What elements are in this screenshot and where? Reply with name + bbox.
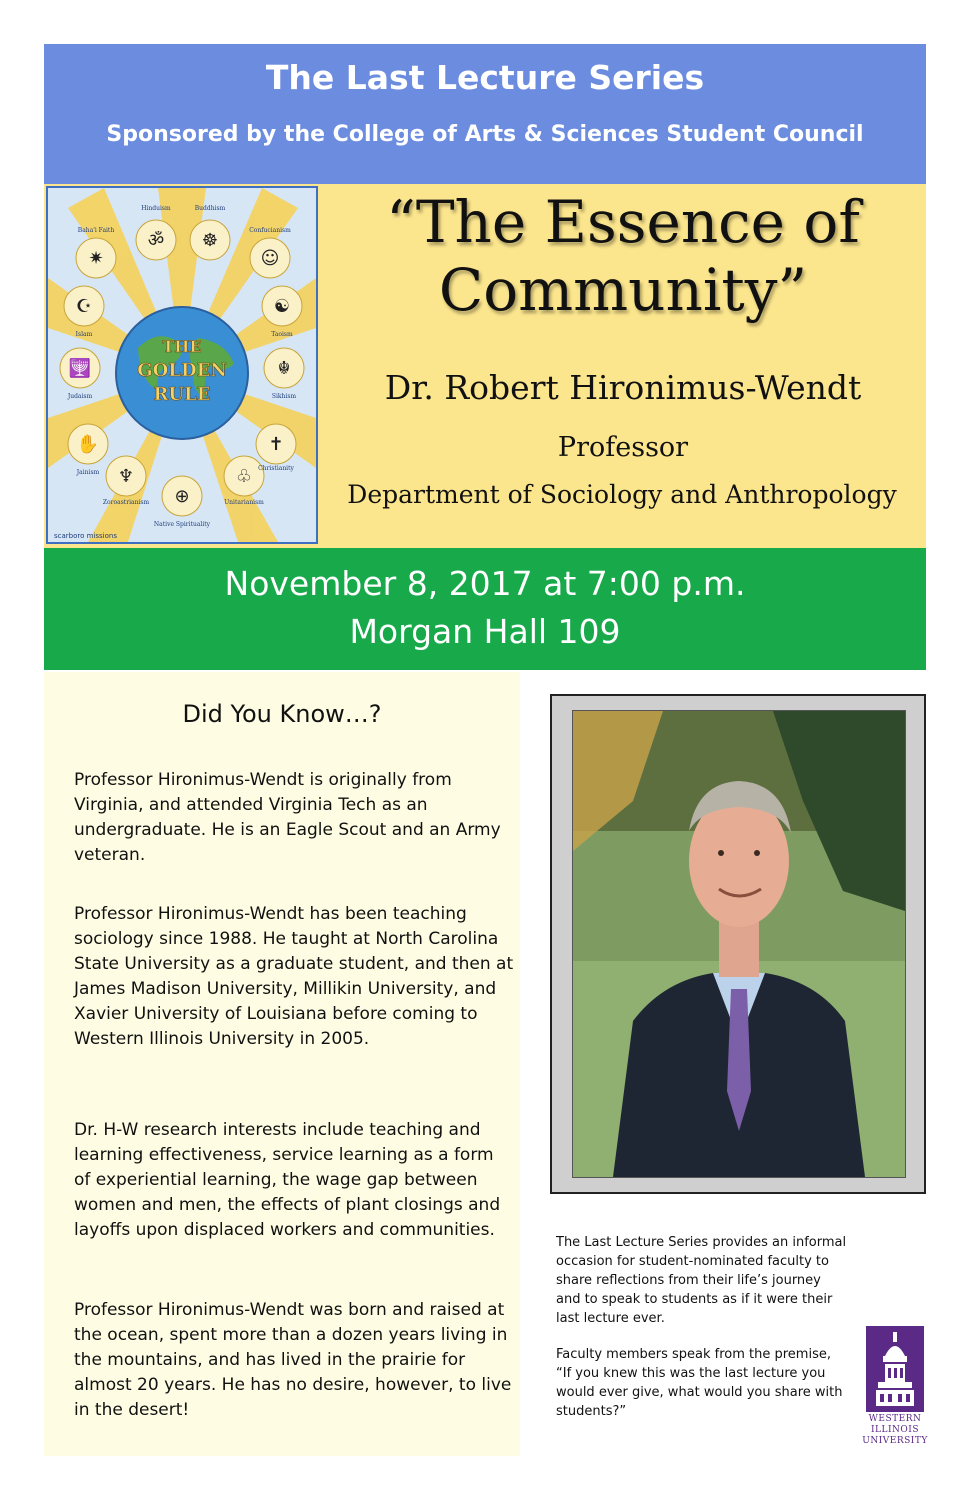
- golden-rule-poster: [46, 186, 318, 544]
- golden-rule-illustration: [48, 188, 316, 542]
- religion-label: Jainism: [76, 469, 100, 476]
- bio-paragraph: Professor Hironimus-Wendt is originally from Virginia, and attended Virginia Tech as an undergraduate. He is an Eagle Scout and an Army veteran.: [74, 770, 501, 865]
- event-datetime: November 8, 2017 at 7:00 p.m.: [224, 564, 746, 603]
- svg-text:⊕: ⊕: [174, 486, 190, 507]
- wiu-line1: WESTERN: [868, 1414, 922, 1424]
- religion-label: Hinduism: [141, 205, 171, 212]
- religion-label: Judaism: [67, 393, 93, 400]
- bio-paragraph: Professor Hironimus-Wendt was born and raised at the ocean, spent more than a dozen years living in the mountains, and has lived in the prairie for almost 20 years. He has no desire, however, to live in the desert!: [74, 1300, 512, 1420]
- speaker-photo-frame: [550, 694, 926, 1194]
- series-premise: Faculty members speak from the premise, “If you knew this was the last lecture you would ever give, what would you share with students?”: [556, 1347, 843, 1419]
- wiu-tower-icon: [866, 1326, 924, 1412]
- svg-text:♆: ♆: [117, 466, 135, 487]
- bio-paragraph: Dr. H-W research interests include teaching and learning effectiveness, service learning as a form of experiential learning, the wage gap between women and men, the effects of plant closings and layoffs upon displaced workers and communities.: [74, 1120, 501, 1240]
- speaker-department: Department of Sociology and Anthropology: [347, 480, 897, 509]
- title-banner: [44, 184, 926, 548]
- religion-label: Sikhism: [271, 393, 297, 400]
- wiu-logo: [854, 1326, 936, 1450]
- svg-text:☪: ☪: [75, 296, 93, 317]
- svg-text:ॐ: ॐ: [147, 230, 165, 251]
- religion-label: Taoism: [271, 331, 293, 338]
- event-venue: Morgan Hall 109: [349, 612, 621, 651]
- lecture-title-line2: Community”: [438, 256, 808, 324]
- poster-center-line3: RULE: [153, 384, 211, 405]
- svg-text:☸: ☸: [201, 230, 219, 251]
- speaker-role: Professor: [557, 432, 689, 463]
- speaker-portrait-illustration: [573, 711, 905, 1177]
- religion-label: Baha'i Faith: [77, 227, 115, 234]
- svg-text:☯: ☯: [273, 296, 291, 317]
- wiu-line3: UNIVERSITY: [862, 1436, 928, 1446]
- svg-text:♧: ♧: [235, 466, 253, 487]
- religion-label: Native Spirituality: [153, 521, 211, 528]
- svg-text:✷: ✷: [88, 248, 104, 269]
- lecture-title: [334, 188, 912, 324]
- wiu-line2: ILLINOIS: [870, 1425, 920, 1435]
- bio-paragraph: Professor Hironimus-Wendt has been teaching sociology since 1988. He taught at North Carolina State University as a graduate student, and then at James Madison University, Millikin University, and Xavier University of Louisiana before coming to Western Illinois University in 2005.: [74, 904, 514, 1049]
- svg-text:☺: ☺: [260, 248, 280, 269]
- did-you-know-panel: [44, 672, 520, 1456]
- svg-text:✋: ✋: [76, 434, 100, 455]
- svg-text:☬: ☬: [277, 358, 291, 379]
- religion-label: Zoroastrianism: [102, 499, 150, 506]
- speaker-photo: [572, 710, 906, 1178]
- svg-text:✝: ✝: [268, 434, 284, 455]
- wiu-wordmark: [854, 1414, 936, 1447]
- header-banner: [44, 44, 926, 184]
- poster-center-line1: THE: [162, 337, 202, 356]
- date-banner: [44, 548, 926, 670]
- lecture-title-line1: “The Essence of: [386, 188, 860, 256]
- religion-label: Confucianism: [249, 227, 291, 234]
- sponsor-line: Sponsored by the College of Arts & Sciences Student Council: [106, 122, 864, 147]
- did-you-know-heading: Did You Know…?: [182, 700, 382, 728]
- poster-center-line2: GOLDEN: [137, 360, 227, 381]
- svg-text:🕎: 🕎: [68, 358, 92, 379]
- series-title: The Last Lecture Series: [265, 58, 705, 97]
- religion-label: Christianity: [258, 465, 294, 472]
- speaker-name: Dr. Robert Hironimus-Wendt: [384, 368, 862, 407]
- religion-label: Islam: [75, 331, 93, 338]
- series-description: The Last Lecture Series provides an informal occasion for student-nominated faculty to share reflections from their life’s journey and to speak to students as if it were their last lecture ever.: [556, 1235, 847, 1326]
- poster-publisher: scarboro missions: [54, 532, 117, 540]
- religion-label: Unitarianism: [224, 499, 264, 506]
- religion-label: Buddhism: [194, 205, 226, 212]
